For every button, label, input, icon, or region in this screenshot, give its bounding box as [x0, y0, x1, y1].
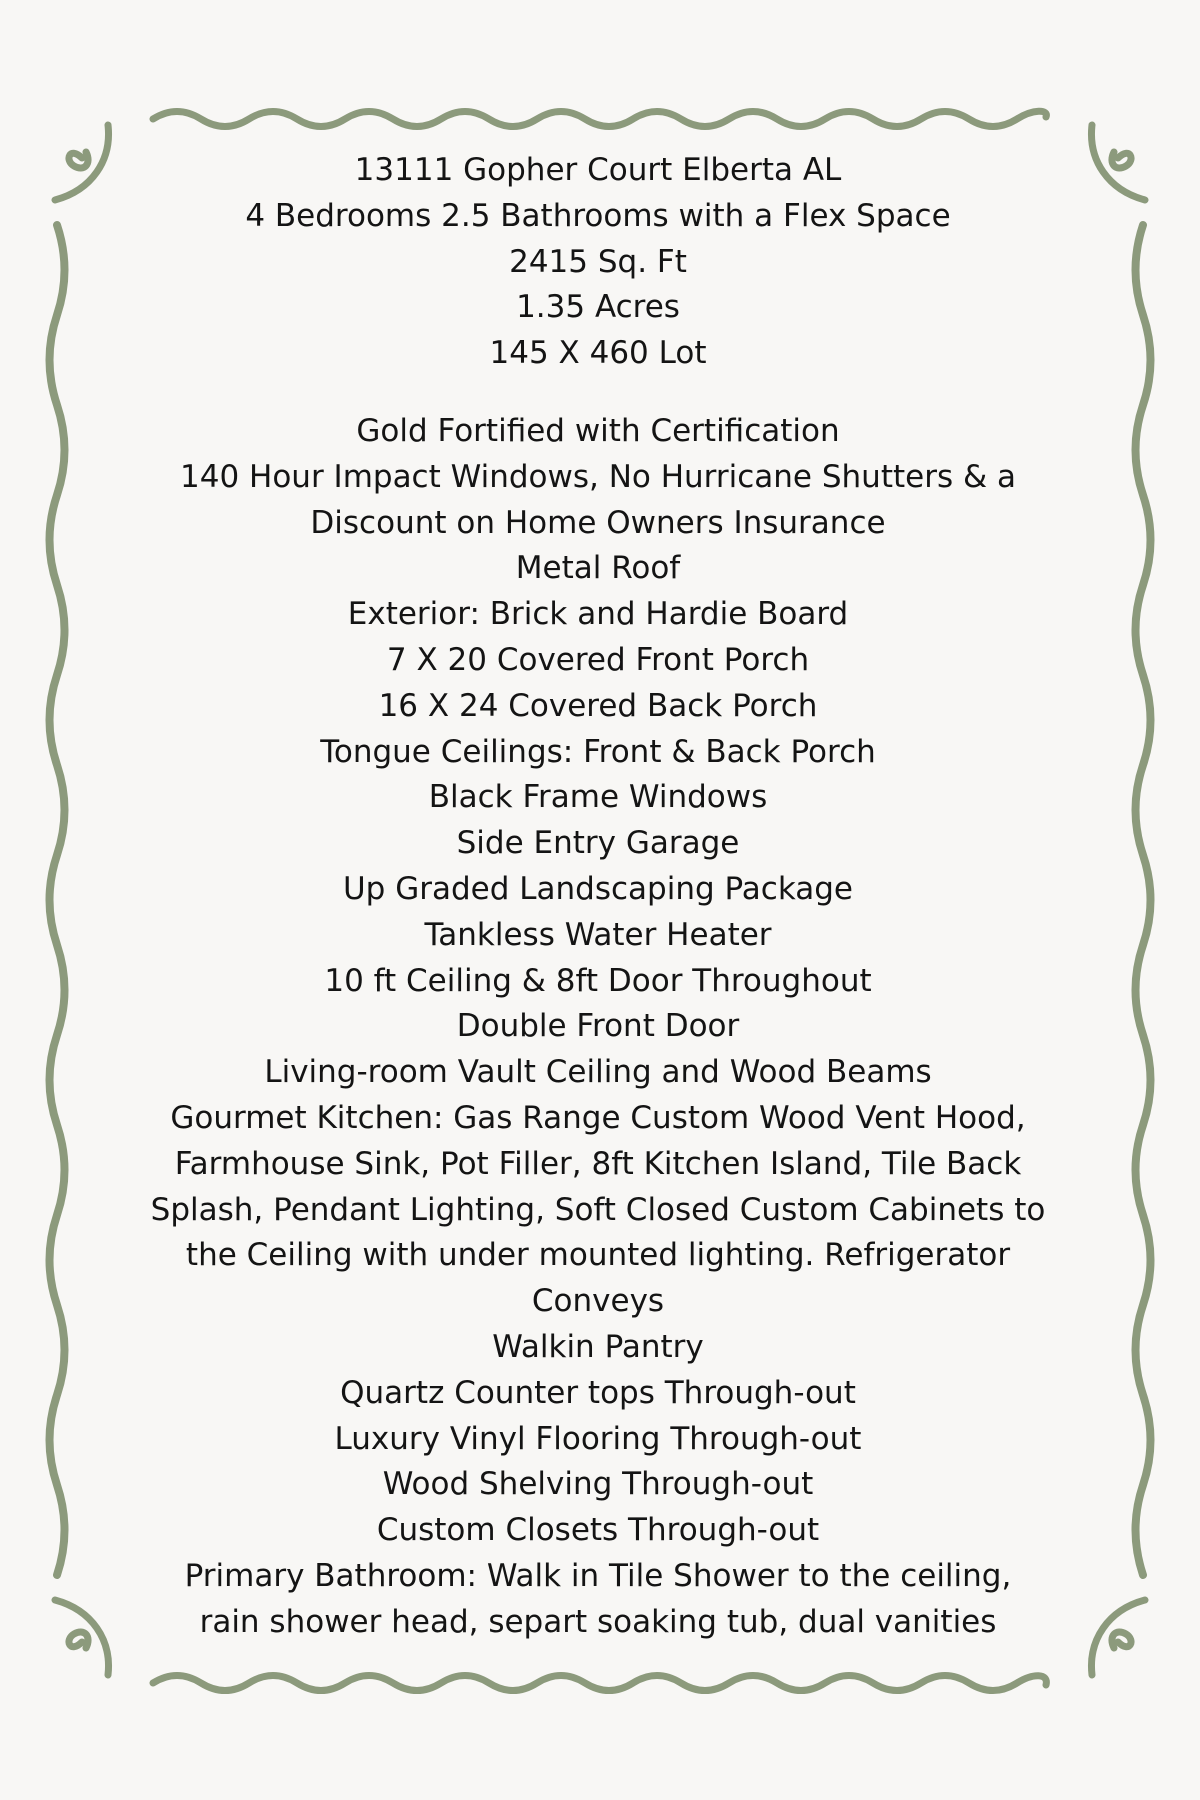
feature-item: Black Frame Windows — [428, 779, 768, 816]
feature-item: Gourmet Kitchen: Gas Range Custom Wood Vent Hood, Farmhouse Sink, Pot Filler, 8ft Kitchen Island, Tile Back Splash, Pendant Lighting, Soft Closed Custom Cabinets to the Ceiling with under mounted lighting. Refrigerator Conveys — [150, 1099, 1046, 1320]
section-spacer — [150, 377, 1046, 409]
feature-item: Gold Fortified with Certification — [356, 412, 840, 449]
feature-item: Tankless Water Heater — [424, 916, 772, 953]
feature-item: Quartz Counter tops Through-out — [340, 1374, 856, 1411]
feature-item: Luxury Vinyl Flooring Through-out — [334, 1420, 862, 1457]
feature-item: 16 X 24 Covered Back Porch — [378, 687, 818, 724]
listing-details — [150, 148, 1046, 1646]
feature-item: Wood Shelving Through-out — [382, 1466, 814, 1503]
feature-item: Living-room Vault Ceiling and Wood Beams — [264, 1054, 932, 1091]
top-left-curl — [55, 125, 109, 200]
bed-bath-info: 4 Bedrooms 2.5 Bathrooms with a Flex Space — [245, 197, 951, 234]
left-wavy-border — [50, 225, 65, 1575]
right-wavy-border — [1136, 225, 1151, 1575]
feature-item: Tongue Ceilings: Front & Back Porch — [320, 733, 876, 770]
bottom-wavy-border — [153, 1676, 1046, 1691]
lot-size: 145 X 460 Lot — [489, 335, 707, 372]
feature-item: Custom Closets Through-out — [376, 1512, 820, 1549]
feature-item: 140 Hour Impact Windows, No Hurricane Shutters & a Discount on Home Owners Insurance — [180, 458, 1016, 541]
feature-item: Double Front Door — [456, 1008, 740, 1045]
feature-list — [150, 409, 1046, 1646]
acreage: 1.35 Acres — [516, 289, 680, 326]
feature-item: Up Graded Landscaping Package — [342, 870, 854, 907]
feature-item: Metal Roof — [515, 550, 681, 587]
bottom-left-curl — [55, 1600, 109, 1675]
square-footage: 2415 Sq. Ft — [509, 243, 687, 280]
feature-item: 7 X 20 Covered Front Porch — [386, 641, 810, 678]
property-address: 13111 Gopher Court Elberta AL — [354, 152, 842, 188]
feature-item: Walkin Pantry — [492, 1328, 704, 1365]
feature-item: Side Entry Garage — [456, 825, 740, 862]
feature-item: 10 ft Ceiling & 8ft Door Throughout — [324, 962, 872, 999]
feature-item: Primary Bathroom: Walk in Tile Shower to the ceiling, rain shower head, separt soaking tub, dual vanities — [184, 1557, 1012, 1640]
bottom-right-curl — [1091, 1600, 1145, 1675]
property-summary — [150, 148, 1046, 377]
top-right-curl — [1091, 125, 1145, 200]
feature-item: Exterior: Brick and Hardie Board — [347, 596, 849, 633]
top-wavy-border — [153, 111, 1046, 126]
